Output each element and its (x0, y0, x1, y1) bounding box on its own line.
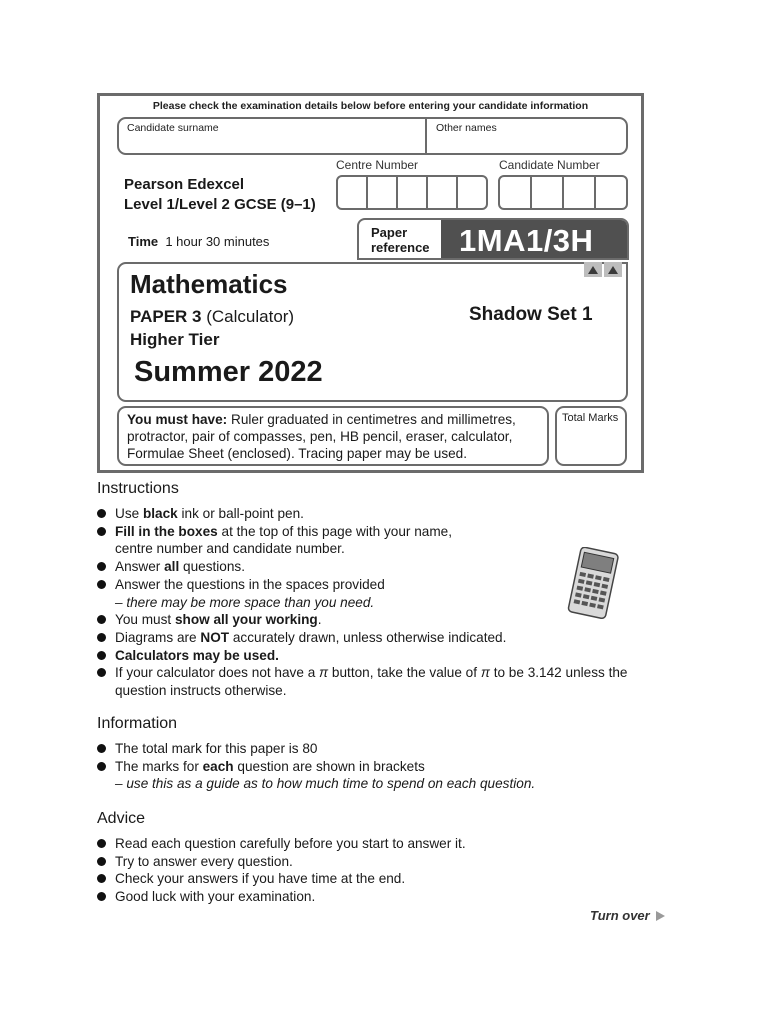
item-text: Read each question carefully before you start to answer it. (115, 836, 466, 851)
item-bold: Fill in the boxes (115, 523, 218, 539)
pi-symbol: π (480, 665, 490, 681)
centre-number-boxes[interactable] (336, 175, 488, 210)
triangle-up-icon (584, 262, 602, 277)
candidate-surname-field[interactable] (127, 122, 219, 134)
list-item (97, 647, 657, 665)
bullet-icon (97, 633, 106, 642)
item-bold: Calculators may be used. (115, 647, 279, 663)
list-item (97, 740, 657, 758)
turn-over-link[interactable] (590, 908, 665, 923)
bullet-icon (97, 651, 106, 660)
list-item (97, 835, 657, 853)
must-have-label: You must have: (127, 412, 228, 427)
item-text: Diagrams are (115, 629, 201, 645)
item-text: – use this as a guide as to how much time to spend on each question. (115, 776, 536, 792)
time-allowed (128, 234, 269, 249)
total-marks-box[interactable] (555, 406, 627, 466)
item-text: to be 3.142 unless the (489, 665, 628, 681)
triangle-up-icon (604, 262, 622, 277)
item-text: Answer the questions in the spaces provided (115, 576, 385, 592)
tier: Higher Tier (130, 330, 220, 349)
bullet-icon (97, 527, 106, 536)
list-item (97, 853, 657, 871)
information-list (97, 740, 657, 793)
item-text: . (317, 612, 322, 628)
centre-digit-cell[interactable] (398, 177, 428, 208)
list-item (97, 505, 657, 523)
bullet-icon (97, 892, 106, 901)
centre-number-label: Centre Number (336, 158, 419, 172)
paper-reference-label-line1: Paper (371, 225, 408, 240)
candidate-digit-cell[interactable] (596, 177, 626, 208)
instructions-heading: Instructions (97, 480, 179, 497)
item-text: You must (115, 612, 175, 628)
board-name: Pearson Edexcel (124, 176, 245, 193)
subject-title: Mathematics (130, 269, 288, 299)
other-names-label: Other names (436, 122, 497, 134)
item-bold: NOT (200, 629, 230, 645)
bullet-icon (97, 668, 106, 677)
item-text: button, take the value of (328, 665, 481, 681)
centre-digit-cell[interactable] (368, 177, 398, 208)
paper-reference-label (371, 225, 430, 255)
bullet-icon (97, 762, 106, 771)
exam-board (124, 175, 316, 215)
item-text: accurately drawn, unless otherwise indicated. (229, 629, 507, 645)
bullet-icon (97, 615, 106, 624)
candidate-digit-cell[interactable] (564, 177, 596, 208)
list-item (97, 758, 657, 793)
bullet-icon (97, 580, 106, 589)
bullet-icon (97, 839, 106, 848)
bullet-icon (97, 509, 106, 518)
item-text: Use (115, 506, 143, 521)
item-bold: black (142, 506, 178, 521)
item-text: Good luck with your examination. (115, 889, 316, 905)
exam-details-notice: Please check the examination details below before entering your candidate information (152, 100, 589, 112)
item-bold: show all your working (174, 612, 318, 628)
arrow-right-icon (656, 911, 665, 921)
item-text: ink or ball-point pen. (177, 506, 304, 521)
advice-list (97, 835, 657, 906)
item-text: Try to answer every question. (115, 853, 293, 869)
list-item (97, 664, 657, 699)
calculator-icon (566, 547, 622, 621)
centre-digit-cell[interactable] (338, 177, 368, 208)
centre-digit-cell[interactable] (428, 177, 458, 208)
name-divider (425, 117, 427, 155)
paper-line (130, 307, 294, 327)
bullet-icon (97, 562, 106, 571)
must-have-list: Ruler graduated in centimetres and millimetres, protractor, pair of compasses, pen, HB pencil, eraser, calculator, Formulae Sheet (enclosed). Tracing paper may be used. (127, 412, 516, 461)
time-label: Time (128, 234, 159, 249)
total-marks-label: Total Marks (562, 412, 619, 424)
candidate-digit-cell[interactable] (500, 177, 532, 208)
item-text: If your calculator does not have a (115, 665, 320, 681)
list-item (97, 888, 657, 906)
item-text: – there may be more space than you need. (115, 594, 375, 610)
paper-type: (Calculator) (206, 307, 295, 326)
triangle-markers (584, 262, 622, 277)
candidate-number-label: Candidate Number (499, 158, 600, 172)
item-text: The marks for (115, 758, 203, 774)
list-item (97, 629, 657, 647)
paper-number: PAPER 3 (130, 307, 202, 326)
other-names-field[interactable] (436, 122, 497, 134)
item-bold: all (164, 559, 180, 575)
turn-over-label: Turn over (590, 908, 650, 923)
item-text: Check your answers if you have time at the end. (115, 871, 406, 887)
item-text: question instructs otherwise. (115, 683, 287, 699)
time-value: 1 hour 30 minutes (165, 234, 270, 249)
item-text: questions. (179, 559, 245, 575)
item-text: at the top of this page with your name, (217, 523, 452, 539)
pi-symbol: π (319, 665, 329, 681)
paper-reference-label-line2: reference (371, 240, 430, 255)
information-heading: Information (97, 715, 178, 732)
item-text: The total mark for this paper is 80 (115, 741, 318, 756)
cover-frame (97, 93, 644, 473)
bullet-icon (97, 857, 106, 866)
qualification-level: Level 1/Level 2 GCSE (9–1) (124, 196, 316, 213)
advice-heading: Advice (97, 810, 146, 827)
item-text: Answer (115, 559, 165, 575)
item-bold: each (202, 758, 234, 774)
equipment-box (117, 406, 549, 466)
candidate-number-boxes[interactable] (498, 175, 628, 210)
shadow-set-label: Shadow Set 1 (469, 304, 593, 325)
list-item (97, 870, 657, 888)
centre-digit-cell[interactable] (458, 177, 486, 208)
item-text: centre number and candidate number. (115, 541, 345, 557)
bullet-icon (97, 874, 106, 883)
paper-reference-box (357, 218, 629, 260)
candidate-digit-cell[interactable] (532, 177, 564, 208)
item-text: question are shown in brackets (233, 758, 425, 774)
paper-code: 1MA1/3H (459, 223, 594, 258)
exam-session: Summer 2022 (134, 356, 323, 388)
subject-box (117, 262, 628, 402)
bullet-icon (97, 744, 106, 753)
equipment-text (127, 411, 547, 462)
candidate-surname-label: Candidate surname (127, 122, 219, 134)
